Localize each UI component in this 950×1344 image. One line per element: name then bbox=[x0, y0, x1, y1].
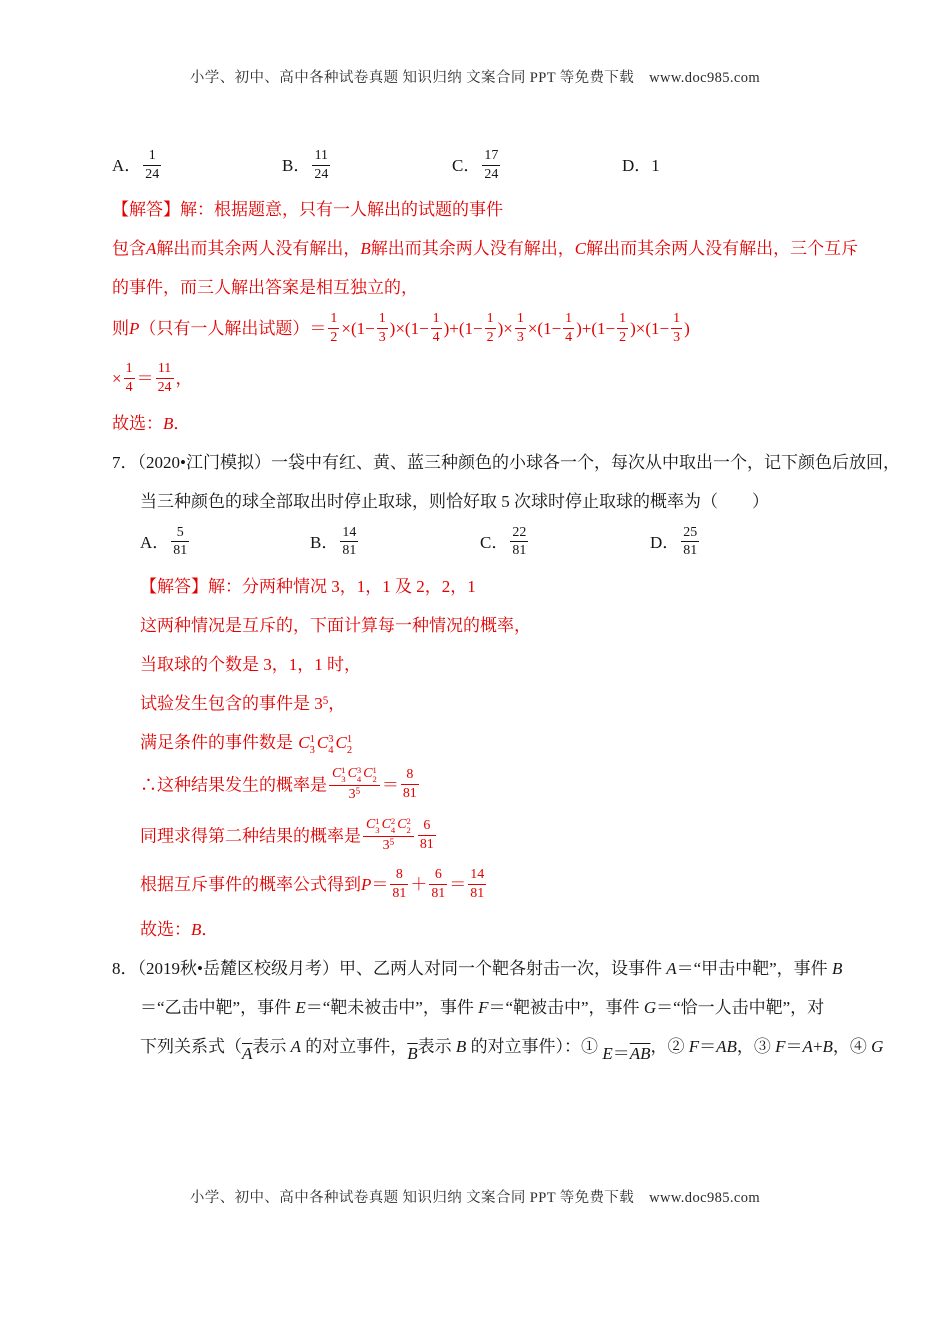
fraction bbox=[143, 148, 161, 182]
math-variable: B bbox=[455, 1036, 467, 1056]
script-sup: 3 bbox=[328, 733, 334, 745]
fraction-denominator: 81 bbox=[419, 836, 434, 852]
fraction-denominator: 2 bbox=[619, 329, 627, 345]
text-run: 表示 bbox=[417, 1036, 456, 1056]
solution-line bbox=[112, 573, 855, 600]
text-run: D． bbox=[650, 532, 680, 552]
fraction-numerator: 6 bbox=[429, 867, 447, 885]
superscript: 5 bbox=[322, 694, 329, 707]
solution-line bbox=[112, 729, 855, 756]
fraction-numerator: 1 bbox=[563, 311, 574, 329]
script-sup: 1 bbox=[309, 733, 315, 745]
text-run: 则 bbox=[112, 319, 129, 339]
text-run: ＝ bbox=[136, 369, 154, 389]
text-run: 3 bbox=[348, 787, 356, 803]
text-run: ＝ bbox=[449, 875, 467, 895]
fraction-denominator bbox=[363, 837, 414, 854]
option-cell bbox=[282, 150, 452, 184]
text-run: ＝ bbox=[371, 875, 389, 895]
fraction bbox=[482, 148, 500, 182]
text-run: （只有一人解出试题）＝ bbox=[139, 319, 327, 339]
math-group bbox=[242, 1040, 252, 1067]
text-run: 当取球的个数是 3，1，1 时， bbox=[140, 654, 361, 674]
superscript: 5 bbox=[389, 836, 395, 847]
math-variable: E bbox=[295, 997, 306, 1017]
solution-line bbox=[112, 196, 855, 223]
text-run: 解出而其余两人没有解出， bbox=[156, 239, 361, 259]
text-run: 的对立事件）：① bbox=[466, 1036, 603, 1056]
fraction-denominator bbox=[329, 786, 380, 803]
text-run: ，② bbox=[650, 1036, 689, 1056]
combination-scripts bbox=[310, 734, 315, 756]
text-run: )+(1− bbox=[576, 319, 616, 339]
text-run: 包含 bbox=[112, 239, 146, 259]
text-run: B． bbox=[310, 532, 339, 552]
text-run: 7．（2020•江门模拟）一袋中有红、黄、蓝三种颜色的小球各一个，每次从中取出一个，记下颜色后放回， bbox=[112, 452, 900, 472]
text-run: ×(1− bbox=[341, 319, 375, 339]
math-variable: B bbox=[822, 1036, 833, 1056]
text-run: ＝“恰一人击中靶”，对 bbox=[656, 997, 825, 1017]
math-variable: F bbox=[688, 1036, 700, 1056]
script-sup: 2 bbox=[390, 815, 396, 826]
text-run: ， bbox=[328, 693, 346, 713]
fraction bbox=[390, 867, 408, 901]
fraction bbox=[418, 818, 436, 852]
text-run: 故选： bbox=[140, 919, 191, 939]
combination-scripts bbox=[375, 817, 379, 835]
text-run: ， bbox=[175, 369, 193, 389]
text-run: 同理求得第二种结果的概率是 bbox=[140, 825, 361, 845]
text-run: ＝ bbox=[699, 1036, 717, 1056]
text-run: 8．（2019秋•岳麓区校级月考）甲、乙两人对同一个靶各射击一次，设事件 bbox=[112, 958, 667, 978]
text-run: 表示 bbox=[252, 1036, 291, 1056]
script-sub: 2 bbox=[406, 824, 411, 835]
math-variable: F bbox=[775, 1036, 786, 1056]
solution-formula bbox=[112, 764, 855, 805]
script-sup: 1 bbox=[341, 764, 346, 775]
fraction-numerator: 6 bbox=[418, 818, 436, 836]
text-run: 解出而其余两人没有解出，三个互斥 bbox=[586, 239, 859, 259]
combination-symbol bbox=[363, 766, 377, 784]
text-run: ＝“靶未被击中”，事件 bbox=[305, 997, 479, 1017]
math-variable: P bbox=[361, 875, 372, 895]
problem-statement-q7-cont bbox=[112, 488, 855, 515]
text-run: × bbox=[112, 369, 122, 389]
fraction-numerator: 17 bbox=[482, 148, 500, 166]
solution-answer bbox=[112, 916, 855, 943]
fraction-numerator: 1 bbox=[124, 361, 135, 379]
fraction-numerator: 1 bbox=[431, 311, 442, 329]
script-sup: 1 bbox=[346, 733, 353, 745]
combination-scripts bbox=[357, 766, 361, 784]
overline-variable: $\overline{AB}$ bbox=[629, 1043, 651, 1063]
combination-scripts bbox=[391, 817, 395, 835]
math-variable: A bbox=[666, 958, 677, 978]
combination-scripts bbox=[328, 734, 333, 756]
fraction-denominator: 4 bbox=[565, 329, 573, 345]
page-footer bbox=[0, 1186, 950, 1207]
fraction-denominator: 81 bbox=[512, 543, 527, 559]
fraction-denominator: 3 bbox=[516, 329, 524, 345]
fraction bbox=[468, 867, 486, 901]
fraction bbox=[156, 361, 174, 395]
fraction-numerator bbox=[363, 817, 414, 837]
solution-formula bbox=[112, 313, 855, 347]
text-run: ＝ bbox=[381, 775, 399, 795]
combination-symbol bbox=[335, 729, 352, 756]
overline-variable: $\overline{A}$ bbox=[242, 1043, 253, 1063]
problem-statement-q8 bbox=[112, 955, 855, 982]
math-variable: G bbox=[871, 1036, 884, 1056]
math-variable: A bbox=[802, 1036, 813, 1056]
fraction-denominator: 81 bbox=[431, 886, 446, 902]
combination-base: C bbox=[347, 766, 357, 781]
combination-symbol bbox=[348, 766, 362, 784]
option-cell bbox=[140, 524, 310, 561]
options-row-q7 bbox=[112, 524, 855, 561]
combination-base: C bbox=[316, 732, 329, 752]
combination-scripts bbox=[407, 817, 411, 835]
document-body bbox=[112, 142, 900, 1079]
script-sup: 1 bbox=[375, 815, 380, 826]
math-group bbox=[622, 152, 660, 179]
combination-scripts bbox=[341, 766, 345, 784]
text-run: D．1 bbox=[622, 156, 660, 176]
math-group bbox=[602, 1040, 650, 1067]
text-run: 试验发生包含的事件是 3 bbox=[140, 693, 323, 713]
text-run: ) bbox=[684, 319, 690, 339]
script-sub: 4 bbox=[328, 744, 334, 756]
fraction-numerator: 25 bbox=[681, 525, 699, 543]
text-run: 满足条件的事件数是 bbox=[140, 732, 298, 752]
solution-formula bbox=[112, 869, 855, 903]
option-cell bbox=[480, 524, 650, 561]
math-variable: A bbox=[290, 1036, 302, 1056]
text-run: ＝“靶被击中”，事件 bbox=[488, 997, 644, 1017]
text-run: 3 bbox=[382, 837, 390, 853]
text-run: A． bbox=[140, 532, 170, 552]
option-cell bbox=[310, 524, 480, 561]
fraction bbox=[671, 311, 682, 345]
text-run: 的对立事件， bbox=[301, 1036, 408, 1056]
fraction bbox=[681, 525, 699, 559]
text-run: ． bbox=[173, 413, 191, 433]
math-variable: B bbox=[191, 919, 202, 939]
script-sub: 2 bbox=[372, 774, 377, 784]
math-variable: F bbox=[478, 997, 489, 1017]
solution-formula bbox=[112, 815, 855, 856]
script-sup: 3 bbox=[356, 764, 362, 775]
fraction bbox=[340, 525, 358, 559]
script-sub: 4 bbox=[390, 824, 396, 835]
fraction-numerator: 1 bbox=[328, 311, 339, 329]
fraction bbox=[485, 311, 496, 345]
fraction-denominator: 2 bbox=[330, 329, 338, 345]
fraction bbox=[401, 767, 419, 801]
fraction-numerator: 22 bbox=[510, 525, 528, 543]
script-sub: 4 bbox=[356, 774, 362, 784]
option-cell bbox=[452, 150, 622, 184]
text-run: ． bbox=[201, 919, 219, 939]
fraction bbox=[124, 361, 135, 395]
combination-scripts bbox=[373, 766, 377, 784]
text-run: ，③ bbox=[736, 1036, 776, 1056]
combination-base: C bbox=[335, 732, 347, 752]
math-variable: A bbox=[146, 239, 157, 259]
text-run: 【解答】解：分两种情况 3，1，1 及 2，2，1 bbox=[140, 576, 476, 596]
solution-line bbox=[112, 612, 855, 639]
fraction bbox=[171, 525, 189, 559]
fraction-numerator: 1 bbox=[515, 311, 526, 329]
fraction-numerator: 5 bbox=[171, 525, 189, 543]
fraction-denominator: 2 bbox=[486, 329, 494, 345]
page-header bbox=[0, 66, 950, 87]
fraction-numerator: 1 bbox=[143, 148, 161, 166]
overline-variable: $\overline{B}$ bbox=[407, 1043, 418, 1063]
text-run: 根据互斥事件的概率公式得到 bbox=[140, 875, 361, 895]
script-sub: 3 bbox=[341, 774, 346, 784]
fraction-denominator: 81 bbox=[470, 886, 485, 902]
text-run: )+(1− bbox=[443, 319, 483, 339]
fraction bbox=[377, 311, 388, 345]
fraction-denominator: 3 bbox=[378, 329, 386, 345]
math-variable: B bbox=[831, 958, 843, 978]
fraction-denominator: 24 bbox=[314, 166, 329, 182]
text-run: ＝ bbox=[612, 1043, 630, 1063]
problem-statement-q8-cont bbox=[112, 994, 855, 1021]
text-run: + bbox=[812, 1036, 823, 1056]
solution-line bbox=[112, 235, 859, 262]
fraction-denominator: 81 bbox=[392, 886, 407, 902]
math-variable: AB bbox=[716, 1036, 737, 1056]
script-sub: 2 bbox=[346, 744, 353, 756]
text-run: 的事件，而三人解出答案是相互独立的， bbox=[112, 278, 418, 298]
fraction-numerator bbox=[329, 766, 380, 786]
text-run: )× bbox=[497, 319, 513, 339]
combination-base: C bbox=[332, 766, 342, 781]
math-variable: E bbox=[602, 1043, 613, 1063]
math-variable: B bbox=[163, 413, 174, 433]
script-sup: 2 bbox=[406, 815, 411, 826]
fraction bbox=[617, 311, 628, 345]
script-sub: 3 bbox=[375, 824, 380, 835]
text-run: 这两种情况是互斥的，下面计算每一种情况的概率， bbox=[140, 615, 531, 635]
fraction-denominator: 4 bbox=[125, 380, 133, 396]
text-run: ×(1− bbox=[527, 319, 562, 339]
combination-base: C bbox=[298, 732, 310, 752]
script-sub: 3 bbox=[309, 744, 315, 756]
math-variable: G bbox=[643, 997, 657, 1017]
combination-base: C bbox=[363, 766, 373, 781]
fraction-denominator: 81 bbox=[402, 785, 417, 801]
text-run: )×(1− bbox=[630, 319, 670, 339]
combination-symbol bbox=[298, 729, 315, 756]
fraction-numerator: 14 bbox=[340, 525, 358, 543]
text-run: )×(1− bbox=[389, 319, 429, 339]
text-run: ＝“甲击中靶”，事件 bbox=[676, 958, 832, 978]
text-run: 下列关系式（ bbox=[140, 1036, 242, 1056]
text-run: 故选： bbox=[112, 413, 163, 433]
combination-symbol bbox=[382, 817, 396, 835]
combination-symbol bbox=[317, 729, 334, 756]
fraction-numerator: 1 bbox=[617, 311, 628, 329]
fraction bbox=[431, 311, 442, 345]
text-run: A． bbox=[112, 156, 142, 176]
fraction-numerator: 1 bbox=[485, 311, 496, 329]
fraction-numerator: 11 bbox=[312, 148, 330, 166]
fraction-numerator: 14 bbox=[468, 867, 486, 885]
fraction bbox=[328, 311, 339, 345]
math-variable: C bbox=[574, 239, 587, 259]
text-run: ，④ bbox=[832, 1036, 872, 1056]
script-sup: 1 bbox=[372, 764, 377, 775]
text-run: 当三种颜色的球全部取出时停止取球，则恰好取 5 次球时停止取球的概率为（ ） bbox=[140, 491, 769, 511]
combination-scripts bbox=[347, 734, 352, 756]
options-row-q6 bbox=[112, 150, 855, 184]
fraction-numerator: 8 bbox=[390, 867, 408, 885]
text-run: C． bbox=[452, 156, 481, 176]
text-run: ＝ bbox=[785, 1036, 803, 1056]
text-run: ＋ bbox=[410, 875, 428, 895]
fraction bbox=[515, 311, 526, 345]
combination-base: C bbox=[381, 816, 391, 832]
fraction-denominator: 24 bbox=[484, 166, 499, 182]
header-text: 小学、初中、高中各种试卷真题 知识归纳 文案合同 PPT 等免费下载 www.doc985.com bbox=[189, 70, 761, 86]
text-run: B． bbox=[282, 156, 311, 176]
fraction bbox=[429, 867, 447, 901]
combination-base: C bbox=[397, 816, 407, 832]
combination-symbol bbox=[332, 766, 346, 784]
fraction bbox=[312, 148, 330, 182]
fraction-denominator: 4 bbox=[432, 329, 440, 345]
fraction-denominator: 24 bbox=[157, 380, 172, 396]
fraction-denominator: 81 bbox=[173, 543, 188, 559]
math-variable: B bbox=[360, 239, 371, 259]
fraction bbox=[510, 525, 528, 559]
solution-line bbox=[112, 651, 855, 678]
text-run: 【解答】解：根据题意，只有一人解出的试题的事件 bbox=[112, 200, 503, 220]
text-run: ＝“乙击中靶”，事件 bbox=[140, 997, 296, 1017]
fraction-denominator: 81 bbox=[342, 543, 357, 559]
fraction-denominator: 3 bbox=[673, 329, 681, 345]
fraction-numerator: 8 bbox=[401, 767, 419, 785]
solution-formula bbox=[112, 363, 855, 397]
solution-line bbox=[112, 690, 855, 717]
footer-text: 小学、初中、高中各种试卷真题 知识归纳 文案合同 PPT 等免费下载 www.doc985.com bbox=[189, 1190, 761, 1206]
combination-base: C bbox=[366, 816, 376, 832]
text-run: 解出而其余两人没有解出， bbox=[370, 239, 575, 259]
fraction-large bbox=[329, 766, 380, 803]
text-run: C． bbox=[480, 532, 509, 552]
fraction-denominator: 81 bbox=[683, 543, 698, 559]
fraction-numerator: 11 bbox=[156, 361, 174, 379]
solution-line bbox=[112, 274, 855, 301]
fraction-denominator: 24 bbox=[145, 166, 160, 182]
combination-symbol bbox=[397, 817, 411, 835]
problem-statement-q8-cont bbox=[112, 1033, 884, 1067]
fraction-large bbox=[363, 817, 414, 854]
combination-symbol bbox=[366, 817, 380, 835]
option-cell bbox=[112, 150, 282, 184]
math-group bbox=[650, 524, 701, 561]
fraction-numerator: 1 bbox=[671, 311, 682, 329]
fraction bbox=[563, 311, 574, 345]
solution-answer bbox=[112, 410, 855, 437]
text-run: ∴这种结果发生的概率是 bbox=[140, 775, 327, 795]
math-group bbox=[407, 1040, 417, 1067]
problem-statement-q7 bbox=[112, 449, 900, 476]
math-variable: P bbox=[129, 319, 140, 339]
fraction-numerator: 1 bbox=[377, 311, 388, 329]
superscript: 5 bbox=[355, 786, 361, 796]
